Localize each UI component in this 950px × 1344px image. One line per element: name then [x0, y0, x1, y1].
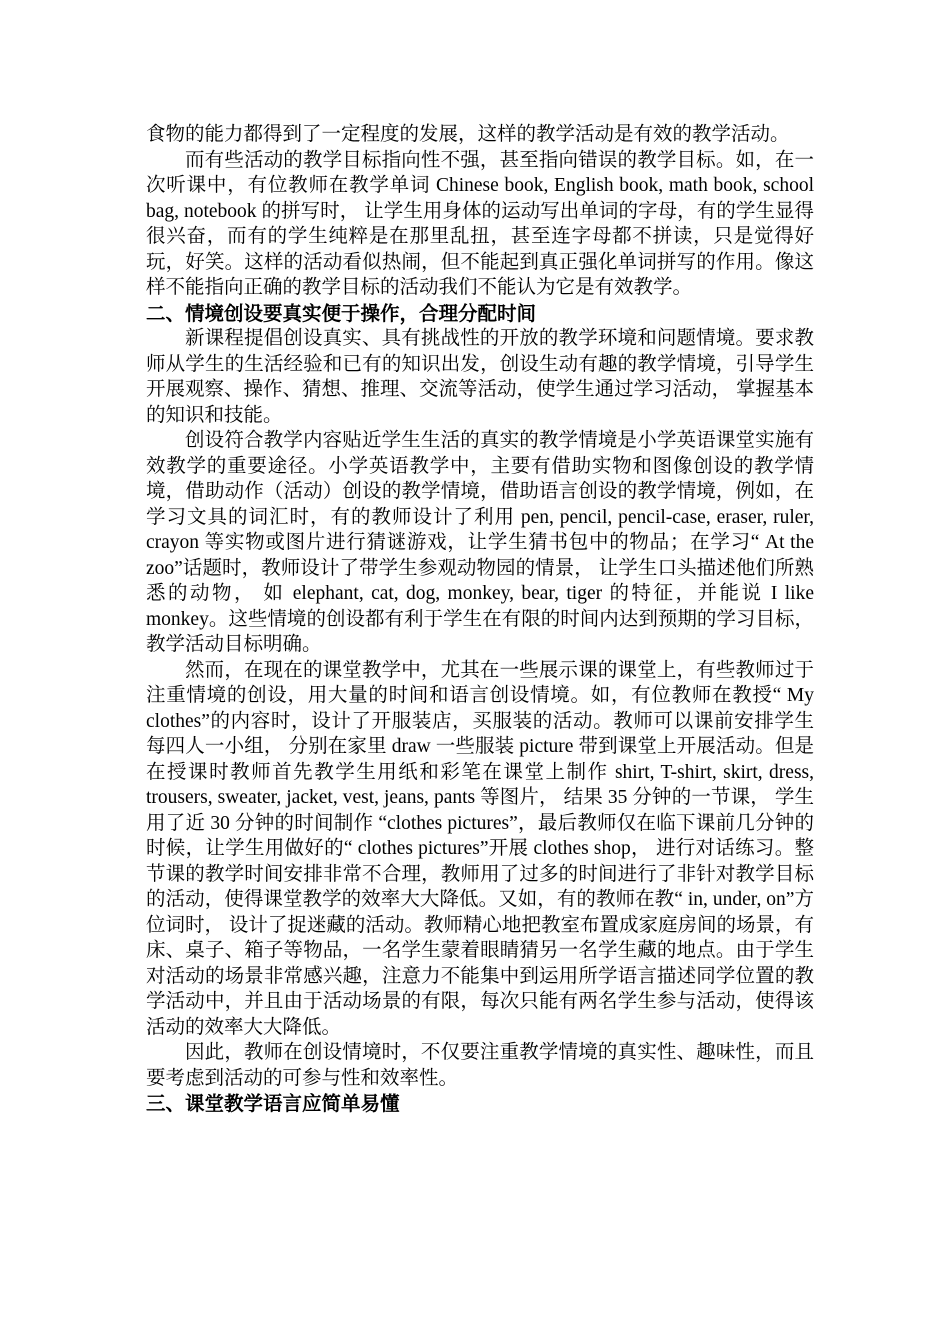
paragraph-overemphasis: 然而，在现在的课堂教学中，尤其在一些展示课的课堂上，有些教师过于注重情境的创设，用大量的时间和语言创设情境。如，有位教师在教授“ My clothes”的内容时，设计了开服装店，买服装的活动。教师可以课前安排学生每四人一小组， 分别在家里 draw 一些服装 picture 带到课堂上开展活动。但是在授课时教师首先教学生用纸和彩笔在课堂上制作 shirt, T-shirt, skirt, dress, trousers, sweater, jacket, vest, jeans, pants 等图片， 结果 35 分钟的一节课， 学生用了近 30 分钟的时间制作 “clothes pictures”，最后教师仅在临下课前几分钟的时候，让学生用做好的“ clothes pictures”开展 clothes shop， 进行对话练习。整节课的教学时间安排非常不合理，教师用了过多的时间进行了非针对教学目标的活动，使得课堂教学的效率大大降低。又如，有的教师在教“ in, under, on”方位词时， 设计了捉迷藏的活动。教师精心地把教室布置成家庭房间的场景，有床、桌子、箱子等物品，一名学生蒙着眼睛猜另一名学生藏的地点。由于学生对活动的场景非常感兴趣，注意力不能集中到运用所学语言描述同学位置的教学活动中，并且由于活动场景的有限，每次只能有两名学生参与活动，使得该活动的效率大大降低。: [146, 659, 814, 1038]
paragraph-new-curriculum: 新课程提倡创设真实、具有挑战性的开放的教学环境和问题情境。要求教师从学生的生活经验和已有的知识出发，创设生动有趣的教学情境，引导学生开展观察、操作、猜想、推理、交流等活动，使学生通过学习活动， 掌握基本的知识和技能。: [146, 328, 814, 426]
paragraph-conclusion: 因此，教师在创设情境时，不仅要注重教学情境的真实性、趣味性，而且要考虑到活动的可参与性和效率性。: [146, 1042, 814, 1089]
section-heading-3: 三、课堂教学语言应简单易懂: [146, 1092, 400, 1115]
section-heading-2: 二、情境创设要真实便于操作，合理分配时间: [146, 301, 537, 325]
document-page: [146, 122, 814, 1117]
paragraph-continuation: 食物的能力都得到了一定程度的发展，这样的教学活动是有效的教学活动。: [146, 124, 790, 145]
paragraph-real-situations: 创设符合教学内容贴近学生生活的真实的教学情境是小学英语课堂实施有效教学的重要途径。小学英语教学中，主要有借助实物和图像创设的教学情境，借助动作（活动）创设的教学情境，借助语言创设的教学情境，例如，在学习文具的词汇时，有的教师设计了利用 pen, pencil, pencil-case, eraser, ruler, crayon 等实物或图片进行猜谜游戏，让学生猜书包中的物品；在学习“ At the zoo”话题时，教师设计了带学生参观动物园的情景， 让学生口头描述他们所熟悉的动物， 如 elephant, cat, dog, monkey, bear, tiger 的特征，并能说 I like monkey。这些情境的创设都有利于学生在有限的时间内达到预期的学习目标，教学活动目标明确。: [146, 430, 814, 655]
paragraph-ineffective-activity: 而有些活动的教学目标指向性不强，甚至指向错误的教学目标。如，在一次听课中，有位教师在教学单词 Chinese book, English book, math book, school bag, notebook 的拼写时， 让学生用身体的运动写出单词的字母，有的学生显得很兴奋，而有的学生纯粹是在那里乱扭，甚至连字母都不拼读，只是觉得好玩，好笑。这样的活动看似热闹，但不能起到真正强化单词拼写的作用。像这样不能指向正确的教学目标的活动我们不能认为它是有效教学。: [146, 149, 814, 298]
